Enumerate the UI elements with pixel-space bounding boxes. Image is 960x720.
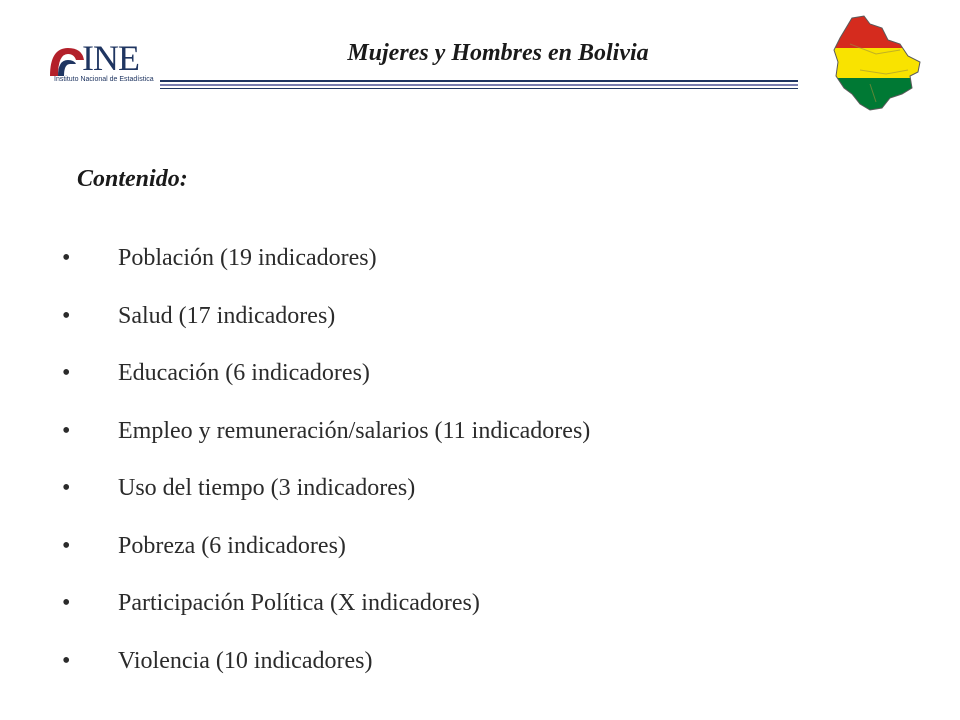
bolivia-flag-map-icon	[830, 14, 922, 112]
title-underline	[160, 80, 798, 92]
list-item-label: Pobreza (6 indicadores)	[118, 532, 346, 559]
bullet-icon: •	[62, 360, 71, 386]
list-item-label: Violencia (10 indicadores)	[118, 647, 373, 674]
list-item-label: Salud (17 indicadores)	[118, 302, 336, 329]
page-title: Mujeres y Hombres en Bolivia	[347, 40, 649, 66]
section-title: Contenido:	[77, 166, 188, 192]
bullet-icon: •	[62, 475, 71, 501]
logo-subtitle: Instituto Nacional de Estadística	[54, 76, 154, 83]
bullet-icon: •	[62, 532, 71, 559]
list-item-label: Participación Política (X indicadores)	[118, 590, 480, 616]
logo-name: INE	[82, 38, 139, 78]
bullet-icon: •	[62, 245, 71, 271]
list-item-label: Uso del tiempo (3 indicadores)	[118, 475, 416, 501]
list-item-label: Población (19 indicadores)	[118, 245, 377, 271]
bullet-icon: •	[62, 647, 71, 674]
ine-arch-icon	[46, 40, 86, 80]
list-item-label: Empleo y remuneración/salarios (11 indicadores)	[118, 417, 591, 444]
list-item-label: Educación (6 indicadores)	[118, 360, 370, 386]
bullet-icon: •	[62, 417, 71, 444]
bullet-icon: •	[62, 302, 71, 329]
bullet-icon: •	[62, 590, 71, 616]
ine-logo	[46, 38, 156, 90]
slide-header	[0, 0, 960, 110]
